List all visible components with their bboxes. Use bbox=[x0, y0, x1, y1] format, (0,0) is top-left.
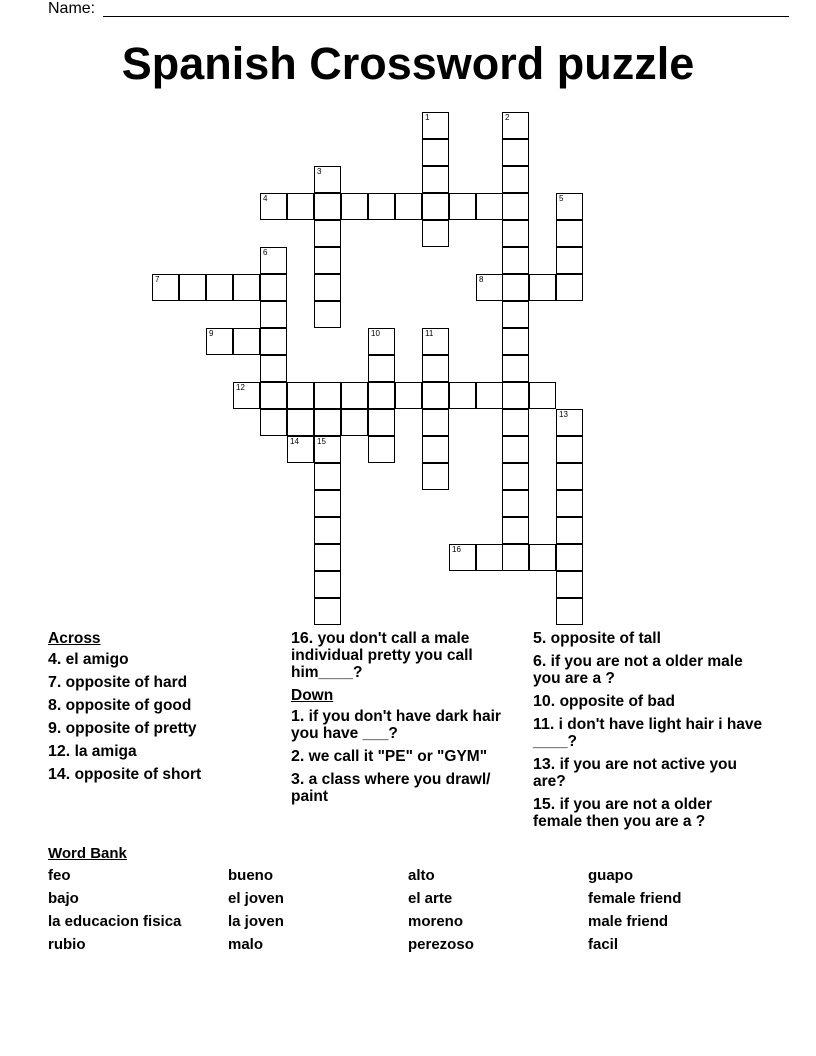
crossword-cell[interactable] bbox=[260, 301, 287, 328]
crossword-cell[interactable] bbox=[368, 436, 395, 463]
clue-down-15 bbox=[533, 796, 765, 830]
cell-number: 3 bbox=[317, 167, 322, 176]
crossword-cell[interactable] bbox=[556, 220, 583, 247]
clue-number: 15. bbox=[533, 796, 556, 813]
crossword-cell[interactable] bbox=[314, 247, 341, 274]
crossword-cell[interactable] bbox=[502, 463, 529, 490]
clue-down-13 bbox=[533, 756, 765, 790]
clue-down-10 bbox=[533, 693, 765, 710]
clue-text: if you are not a older male you are a ? bbox=[533, 653, 743, 687]
crossword-cell[interactable] bbox=[368, 355, 395, 382]
clue-text: if you are not active you are? bbox=[533, 756, 737, 790]
crossword-cell[interactable] bbox=[502, 544, 529, 571]
cell-number: 12 bbox=[236, 383, 245, 392]
crossword-cell[interactable] bbox=[260, 247, 287, 274]
crossword-cell[interactable] bbox=[422, 328, 449, 355]
page-title: Spanish Crossword puzzle bbox=[121, 38, 695, 89]
crossword-cell[interactable] bbox=[529, 382, 556, 409]
crossword-cell[interactable] bbox=[260, 193, 287, 220]
crossword-cell[interactable] bbox=[422, 139, 449, 166]
crossword-cell[interactable] bbox=[395, 382, 422, 409]
crossword-cell[interactable] bbox=[287, 382, 314, 409]
crossword-cell[interactable] bbox=[556, 247, 583, 274]
cell-number: 7 bbox=[155, 275, 160, 284]
clue-text: opposite of tall bbox=[550, 630, 661, 647]
crossword-cell[interactable] bbox=[556, 571, 583, 598]
crossword-cell[interactable] bbox=[422, 436, 449, 463]
cell-number: 1 bbox=[425, 113, 430, 122]
crossword-cell[interactable] bbox=[502, 409, 529, 436]
crossword-cell[interactable] bbox=[368, 409, 395, 436]
cell-number: 13 bbox=[559, 410, 568, 419]
crossword-cell[interactable] bbox=[152, 274, 179, 301]
crossword-cell[interactable] bbox=[502, 112, 529, 139]
crossword-cell[interactable] bbox=[502, 355, 529, 382]
crossword-cell[interactable] bbox=[449, 193, 476, 220]
cell-number: 9 bbox=[209, 329, 214, 338]
word-bank-item: la educacion fisica bbox=[48, 913, 182, 930]
crossword-cell[interactable] bbox=[314, 598, 341, 625]
word-bank-item: perezoso bbox=[408, 936, 474, 953]
clue-text: i don't have light hair i have ____? bbox=[533, 716, 763, 750]
crossword-cell[interactable] bbox=[287, 193, 314, 220]
clue-down-6 bbox=[533, 653, 765, 687]
crossword-cell[interactable] bbox=[233, 328, 260, 355]
crossword-cell[interactable] bbox=[502, 301, 529, 328]
clue-text: opposite of short bbox=[74, 766, 202, 783]
clue-number: 10. bbox=[533, 693, 556, 710]
clue-number: 12. bbox=[48, 743, 71, 760]
crossword-cell[interactable] bbox=[341, 409, 368, 436]
clue-across-9 bbox=[48, 720, 280, 737]
word-bank-item: male friend bbox=[588, 913, 669, 930]
clue-number: 6. bbox=[533, 653, 547, 670]
crossword-cell[interactable] bbox=[314, 490, 341, 517]
clue-text: opposite of good bbox=[65, 697, 192, 714]
crossword-cell[interactable] bbox=[476, 544, 503, 571]
crossword-cell[interactable] bbox=[314, 220, 341, 247]
clue-text: el amigo bbox=[65, 651, 129, 668]
clue-number: 8. bbox=[48, 697, 62, 714]
clue-down-2 bbox=[291, 748, 523, 765]
crossword-cell[interactable] bbox=[556, 490, 583, 517]
crossword-cell[interactable] bbox=[314, 274, 341, 301]
clue-across-16 bbox=[291, 630, 523, 681]
clue-text: opposite of pretty bbox=[65, 720, 197, 737]
word-bank-item: female friend bbox=[588, 890, 682, 907]
crossword-cell[interactable] bbox=[314, 166, 341, 193]
crossword-cell[interactable] bbox=[422, 382, 449, 409]
word-bank-item: rubio bbox=[48, 936, 86, 953]
crossword-cell[interactable] bbox=[502, 166, 529, 193]
cell-number: 6 bbox=[263, 248, 268, 257]
crossword-cell[interactable] bbox=[422, 220, 449, 247]
crossword-cell[interactable] bbox=[556, 409, 583, 436]
word-bank-item: feo bbox=[48, 867, 71, 884]
clue-number: 16. bbox=[291, 630, 314, 647]
crossword-cell[interactable] bbox=[233, 382, 260, 409]
crossword-cell[interactable] bbox=[529, 544, 556, 571]
crossword-cell[interactable] bbox=[502, 382, 529, 409]
clues-column-1 bbox=[48, 628, 280, 789]
crossword-cell[interactable] bbox=[260, 328, 287, 355]
crossword-cell[interactable] bbox=[422, 112, 449, 139]
clues-column-2 bbox=[291, 628, 523, 811]
crossword-cell[interactable] bbox=[476, 382, 503, 409]
crossword-cell[interactable] bbox=[476, 193, 503, 220]
clue-text: la amiga bbox=[74, 743, 137, 760]
clue-across-8 bbox=[48, 697, 280, 714]
cell-number: 5 bbox=[559, 194, 564, 203]
word-bank-item: bajo bbox=[48, 890, 79, 907]
crossword-cell[interactable] bbox=[502, 328, 529, 355]
clue-text: a class where you drawl/ paint bbox=[291, 771, 491, 805]
down-heading: Down bbox=[291, 687, 334, 704]
clue-text: opposite of hard bbox=[65, 674, 188, 691]
cell-number: 10 bbox=[371, 329, 380, 338]
crossword-cell[interactable] bbox=[502, 139, 529, 166]
clue-down-1 bbox=[291, 708, 523, 742]
clue-number: 13. bbox=[533, 756, 556, 773]
clue-text: if you don't have dark hair you have ___? bbox=[291, 708, 501, 742]
clue-across-4 bbox=[48, 651, 280, 668]
clues-column-3 bbox=[533, 628, 765, 836]
crossword-cell[interactable] bbox=[368, 193, 395, 220]
word-bank-item: malo bbox=[228, 936, 264, 953]
crossword-cell[interactable] bbox=[422, 193, 449, 220]
crossword-cell[interactable] bbox=[314, 436, 341, 463]
crossword-cell[interactable] bbox=[260, 382, 287, 409]
crossword-cell[interactable] bbox=[314, 571, 341, 598]
crossword-cell[interactable] bbox=[233, 274, 260, 301]
crossword-cell[interactable] bbox=[341, 382, 368, 409]
crossword-cell[interactable] bbox=[260, 274, 287, 301]
word-bank-item: alto bbox=[408, 867, 435, 884]
crossword-cell[interactable] bbox=[314, 409, 341, 436]
clue-text: you don't call a male individual pretty you call him____? bbox=[291, 630, 473, 681]
crossword-cell[interactable] bbox=[206, 328, 233, 355]
clue-down-3 bbox=[291, 771, 523, 805]
crossword-cell[interactable] bbox=[260, 409, 287, 436]
crossword-cell[interactable] bbox=[422, 166, 449, 193]
clue-down-11 bbox=[533, 716, 765, 750]
cell-number: 8 bbox=[479, 275, 484, 284]
word-bank-item: moreno bbox=[408, 913, 464, 930]
across-heading: Across bbox=[48, 630, 101, 647]
clue-number: 14. bbox=[48, 766, 71, 783]
clue-number: 3. bbox=[291, 771, 305, 788]
word-bank-item: el arte bbox=[408, 890, 453, 907]
clue-text: opposite of bad bbox=[559, 693, 675, 710]
clue-across-12 bbox=[48, 743, 280, 760]
clue-across-14 bbox=[48, 766, 280, 783]
crossword-cell[interactable] bbox=[395, 193, 422, 220]
clue-number: 11. bbox=[533, 716, 555, 733]
clue-number: 9. bbox=[48, 720, 62, 737]
clue-down-5 bbox=[533, 630, 765, 647]
cell-number: 16 bbox=[452, 545, 461, 554]
crossword-cell[interactable] bbox=[314, 517, 341, 544]
word-bank-item: guapo bbox=[588, 867, 633, 884]
clue-across-7 bbox=[48, 674, 280, 691]
crossword-cell[interactable] bbox=[314, 463, 341, 490]
cell-number: 15 bbox=[317, 437, 326, 446]
clue-number: 1. bbox=[291, 708, 305, 725]
crossword-cell[interactable] bbox=[314, 193, 341, 220]
clue-number: 7. bbox=[48, 674, 62, 691]
word-bank-item: el joven bbox=[228, 890, 284, 907]
crossword-cell[interactable] bbox=[556, 598, 583, 625]
crossword-cell[interactable] bbox=[287, 436, 314, 463]
crossword-cell[interactable] bbox=[502, 247, 529, 274]
clue-number: 5. bbox=[533, 630, 547, 647]
crossword-cell[interactable] bbox=[529, 274, 556, 301]
crossword-cell[interactable] bbox=[502, 193, 529, 220]
crossword-cell[interactable] bbox=[502, 490, 529, 517]
name-label: Name: bbox=[48, 0, 96, 17]
crossword-cell[interactable] bbox=[449, 544, 476, 571]
crossword-cell[interactable] bbox=[206, 274, 233, 301]
crossword-cell[interactable] bbox=[556, 436, 583, 463]
crossword-cell[interactable] bbox=[368, 382, 395, 409]
clue-number: 2. bbox=[291, 748, 305, 765]
crossword-cell[interactable] bbox=[179, 274, 206, 301]
crossword-cell[interactable] bbox=[556, 463, 583, 490]
cell-number: 14 bbox=[290, 437, 299, 446]
word-bank-item: la joven bbox=[228, 913, 284, 930]
crossword-cell[interactable] bbox=[314, 382, 341, 409]
cell-number: 2 bbox=[505, 113, 510, 122]
crossword-cell[interactable] bbox=[476, 274, 503, 301]
cell-number: 11 bbox=[425, 329, 434, 338]
crossword-cell[interactable] bbox=[556, 544, 583, 571]
word-bank-heading: Word Bank bbox=[48, 845, 127, 862]
crossword-cell[interactable] bbox=[314, 301, 341, 328]
crossword-cell[interactable] bbox=[449, 382, 476, 409]
crossword-cell[interactable] bbox=[556, 517, 583, 544]
crossword-cell[interactable] bbox=[502, 274, 529, 301]
crossword-cell[interactable] bbox=[502, 436, 529, 463]
crossword-cell[interactable] bbox=[422, 355, 449, 382]
crossword-cell[interactable] bbox=[502, 220, 529, 247]
crossword-cell[interactable] bbox=[422, 463, 449, 490]
clue-text: we call it "PE" or "GYM" bbox=[308, 748, 488, 765]
crossword-cell[interactable] bbox=[422, 409, 449, 436]
clue-number: 4. bbox=[48, 651, 62, 668]
crossword-cell[interactable] bbox=[556, 193, 583, 220]
clue-text: if you are not a older female then you are a ? bbox=[533, 796, 713, 830]
crossword-cell[interactable] bbox=[368, 328, 395, 355]
word-bank-item: bueno bbox=[228, 867, 273, 884]
word-bank-item: facil bbox=[588, 936, 619, 953]
cell-number: 4 bbox=[263, 194, 268, 203]
crossword-cell[interactable] bbox=[260, 355, 287, 382]
crossword-cell[interactable] bbox=[314, 544, 341, 571]
crossword-cell[interactable] bbox=[502, 517, 529, 544]
crossword-cell[interactable] bbox=[341, 193, 368, 220]
crossword-cell[interactable] bbox=[287, 409, 314, 436]
crossword-cell[interactable] bbox=[556, 274, 583, 301]
